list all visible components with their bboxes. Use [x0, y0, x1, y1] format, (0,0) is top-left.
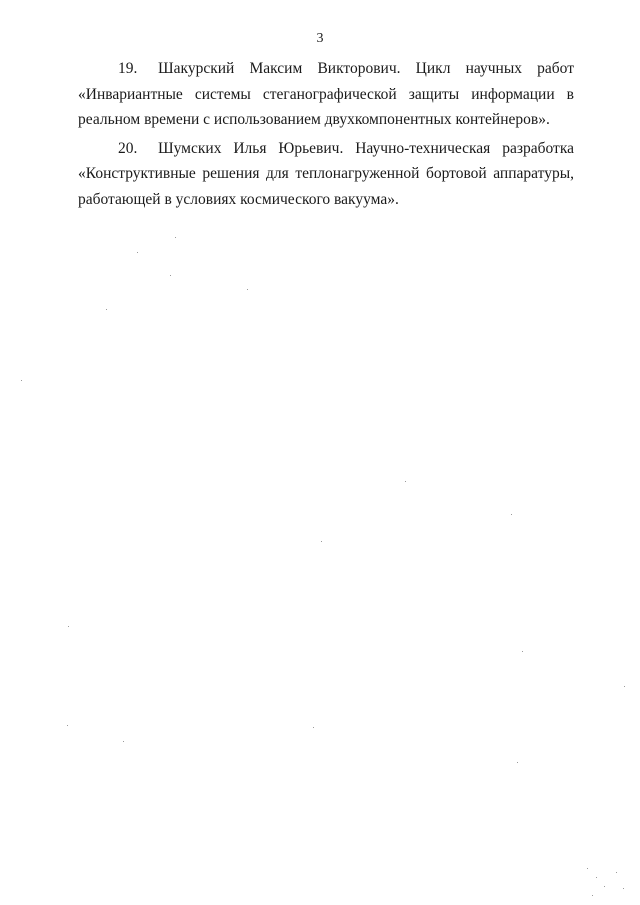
scan-speck: [616, 872, 617, 873]
document-body: [78, 56, 574, 215]
scan-speck: [592, 895, 593, 896]
scan-speck: [604, 886, 605, 887]
scan-speck: [67, 725, 68, 726]
scan-speck: [175, 237, 176, 238]
scan-speck: [511, 514, 512, 515]
scan-speck: [68, 626, 69, 627]
scan-speck: [21, 380, 22, 381]
scan-speck: [106, 309, 107, 310]
list-item-text: Шакурский Максим Викторович. Цикл научных работ «Инвариантные системы стеганографической защиты информации в реальном времени с использованием двухкомпонентных контейнеров».: [78, 60, 574, 128]
scan-speck: [170, 275, 171, 276]
scan-speck: [313, 727, 314, 728]
list-item: [78, 136, 574, 213]
scan-speck: [624, 686, 625, 687]
scan-speck: [596, 877, 597, 878]
list-item-number: 20.: [118, 139, 138, 157]
scan-speck: [321, 541, 322, 542]
scan-speck: [522, 651, 523, 652]
scan-speck: [623, 888, 624, 889]
scan-speck: [405, 481, 406, 482]
scan-speck: [123, 741, 124, 742]
list-item-number: 19.: [118, 60, 138, 77]
scan-speck: [247, 289, 248, 290]
list-item-text: Шумских Илья Юрьевич. Научно-техническая разработка «Конструктивные решения для теплонагруженной бортовой аппаратуры, работающей в условиях космического вакуума».: [78, 139, 574, 208]
scan-speck: [587, 868, 588, 869]
scan-speck: [137, 252, 138, 253]
list-item: [78, 56, 574, 133]
page-number: 3: [316, 31, 324, 46]
scan-speck: [517, 762, 518, 763]
